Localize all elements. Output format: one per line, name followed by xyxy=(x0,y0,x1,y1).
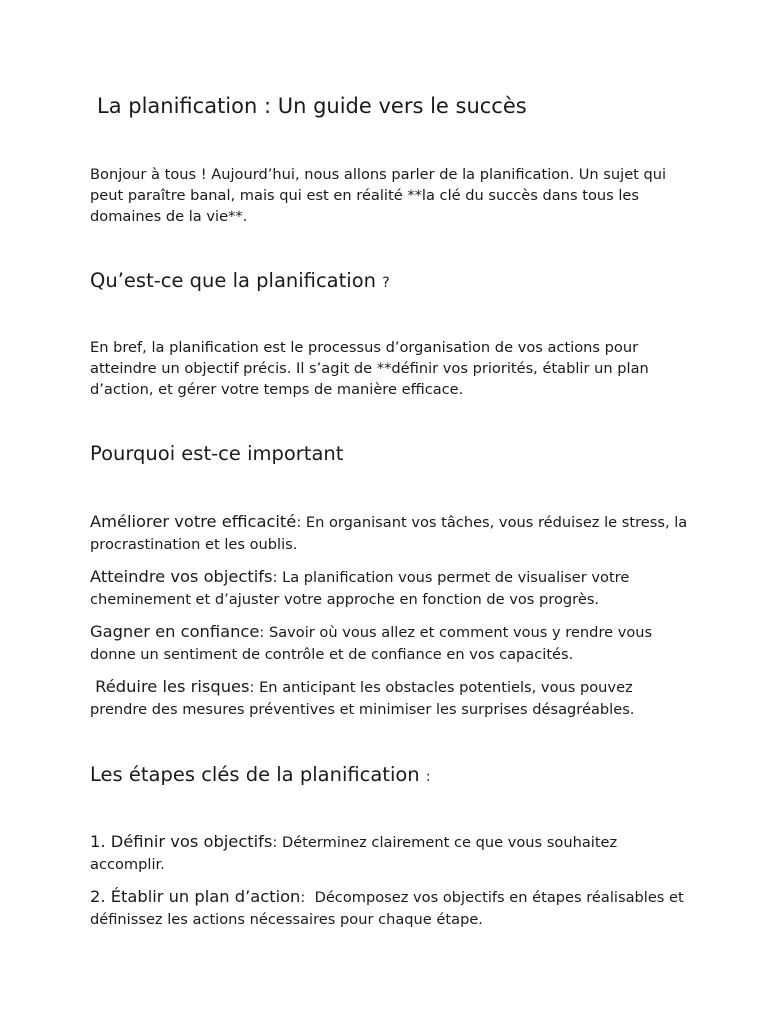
list-item-term: Gagner en confiance xyxy=(90,622,260,641)
section1-heading xyxy=(90,268,690,296)
list-item-text: : En anticipant les obstacles potentiels, vous pouvez prendre des mesures préventives et minimiser les surprises désagréables. xyxy=(90,679,635,718)
section1-heading-text: Qu’est-ce que la planification xyxy=(90,269,376,292)
step-item-term: 2. Établir un plan d’action xyxy=(90,887,301,906)
intro-paragraph: Bonjour à tous ! Aujourd’hui, nous allons parler de la planification. Un sujet qui peut paraître banal, mais qui est en réalité **la clé du succès dans tous les domaines de la vie**. xyxy=(90,166,667,225)
page-title: La planification : Un guide vers le succès xyxy=(97,94,527,118)
list-item xyxy=(90,676,690,721)
section2-heading: Pourquoi est-ce important xyxy=(90,442,344,465)
step-item-text: : Déterminez clairement ce que vous souhaitez accomplir. xyxy=(90,834,618,873)
list-item-term: Réduire les risques xyxy=(90,677,250,696)
list-item-term: Améliorer votre efficacité xyxy=(90,512,297,531)
list-item-text: : En organisant vos tâches, vous réduisez le stress, la procrastination et les oublis. xyxy=(90,514,688,553)
list-item xyxy=(90,566,690,611)
list-item-text: : Savoir où vous allez et comment vous y rendre vous donne un sentiment de contrôle et de confiance en vos capacités. xyxy=(90,624,653,663)
step-item xyxy=(90,831,690,876)
section1-heading-suffix: ? xyxy=(382,275,390,291)
section3-heading-text: Les étapes clés de la planification xyxy=(90,763,420,786)
step-item-term: 1. Définir vos objectifs xyxy=(90,832,273,851)
list-item xyxy=(90,511,690,556)
list-item-text: : La planification vous permet de visualiser votre cheminement et d’ajuster votre approche en fonction de vos progrès. xyxy=(90,569,630,608)
list-item xyxy=(90,621,690,666)
step-item xyxy=(90,886,690,931)
section3-heading xyxy=(90,762,690,790)
section3-heading-suffix: : xyxy=(425,769,431,785)
step-item-text: : Décomposez vos objectifs en étapes réalisables et définissez les actions nécessaires pour chaque étape. xyxy=(90,889,689,928)
section1-paragraph: En bref, la planification est le processus d’organisation de vos actions pour atteindre un objectif précis. Il s’agit de **définir vos priorités, établir un plan d’action, et gérer votre temps de manière efficace. xyxy=(90,339,649,398)
list-item-term: Atteindre vos objectifs xyxy=(90,567,273,586)
